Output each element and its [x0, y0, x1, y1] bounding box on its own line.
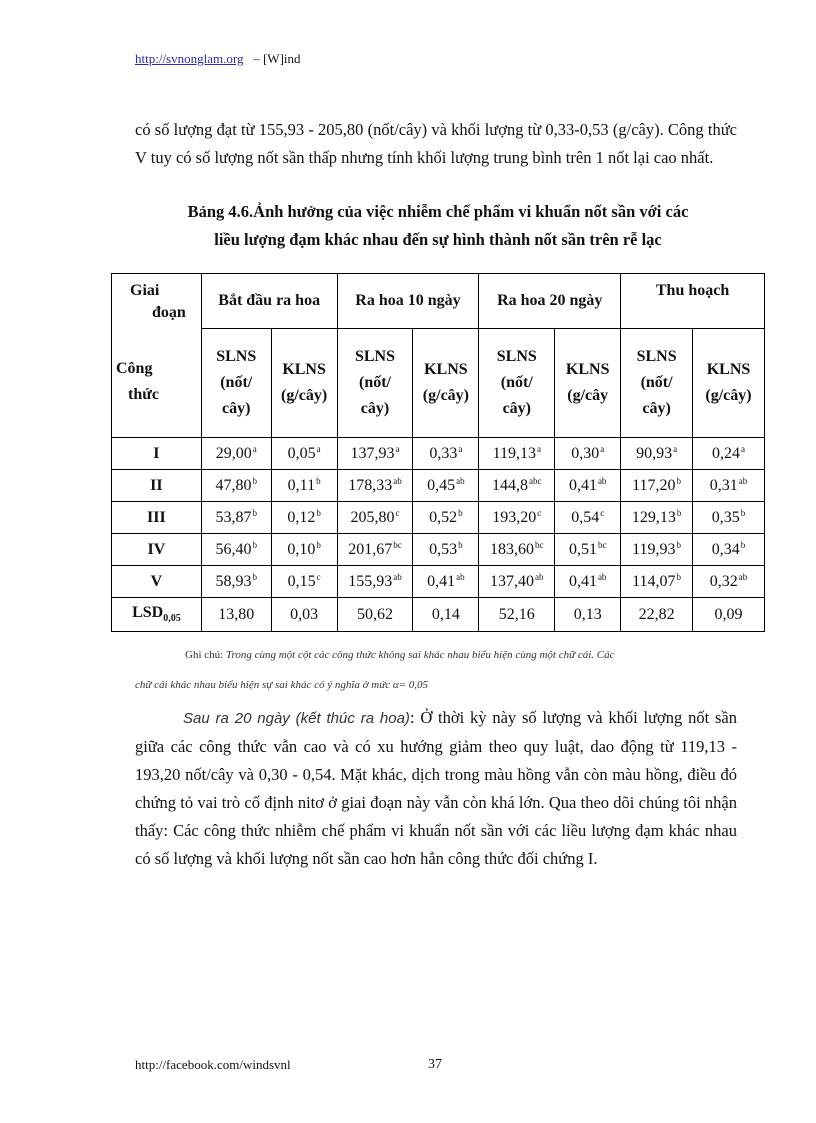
cell-value: 0,10 — [287, 541, 316, 558]
cell-value: 0,41 — [427, 573, 456, 590]
cell-significance: a — [316, 444, 321, 454]
table-cell — [621, 534, 693, 566]
metric-header-unit2: cây) — [222, 400, 251, 417]
table-cell — [693, 470, 765, 502]
cell-value: 90,93 — [636, 445, 673, 462]
metric-header-unit1: (nốt/ — [640, 374, 673, 391]
table-cell — [621, 502, 693, 534]
metric-header-name: SLNS — [636, 348, 677, 365]
cell-value: 0,53 — [429, 541, 458, 558]
footnote — [185, 640, 755, 670]
row-label: I — [112, 438, 202, 470]
cell-value: 0,54 — [571, 509, 600, 526]
stage-header: Bắt đầu ra hoa — [201, 274, 337, 329]
row-label: V — [112, 566, 202, 598]
table-cell — [555, 470, 621, 502]
corner-giai-1: Giai — [130, 282, 160, 299]
metric-header-name: SLNS — [354, 348, 396, 365]
table-cell — [271, 566, 337, 598]
header-suffix: – [W]ind — [243, 51, 301, 66]
cell-value: 193,20 — [492, 509, 537, 526]
page-number: 37 — [428, 1057, 442, 1072]
cell-value: 0,24 — [712, 445, 741, 462]
table-cell — [621, 566, 693, 598]
lsd-value: 0,03 — [271, 598, 337, 632]
cell-value: 0,35 — [711, 509, 740, 526]
cell-value: 0,31 — [709, 477, 738, 494]
metric-header — [201, 329, 271, 438]
cell-value: 29,00 — [215, 445, 252, 462]
lsd-value: 13,80 — [201, 598, 271, 632]
table-cell — [201, 438, 271, 470]
metric-header-unit1: (nốt/ — [359, 374, 391, 391]
cell-significance: b — [458, 508, 463, 518]
cell-value: 201,67 — [348, 541, 393, 558]
cell-significance: b — [252, 508, 257, 518]
lsd-row — [112, 598, 765, 632]
cell-significance: ab — [597, 572, 607, 582]
cell-significance: bc — [535, 540, 544, 550]
cell-significance: c — [395, 508, 400, 518]
table-cell — [337, 534, 413, 566]
cell-value: 117,20 — [632, 477, 676, 494]
cell-significance: b — [252, 476, 257, 486]
table-cell — [479, 566, 555, 598]
table-cell — [413, 502, 479, 534]
lsd-label-sub: 0,05 — [163, 613, 181, 625]
lsd-value: 0,13 — [555, 598, 621, 632]
metric-header — [479, 329, 555, 438]
cell-value: 0,51 — [568, 541, 597, 558]
cell-significance: ab — [456, 476, 465, 486]
footnote-label: Ghi chú: — [185, 649, 226, 661]
corner-header-cell — [112, 274, 202, 438]
cell-value: 0,15 — [287, 573, 316, 590]
cell-significance: abc — [529, 476, 542, 486]
cell-significance: a — [673, 444, 678, 454]
row-label: III — [112, 502, 202, 534]
cell-value: 0,12 — [287, 509, 316, 526]
metric-header-name: SLNS — [216, 348, 257, 365]
table-cell — [413, 566, 479, 598]
table-cell — [555, 566, 621, 598]
cell-significance: ab — [393, 476, 402, 486]
cell-significance: b — [252, 540, 257, 550]
lsd-value: 50,62 — [337, 598, 413, 632]
footnote-text-1: Trong cùng một cột các công thức không sai khác nhau biểu hiện cùng một chữ cái. Các — [225, 649, 615, 661]
table-cell — [201, 502, 271, 534]
metric-header-unit2: cây) — [642, 400, 671, 417]
caption-line-1: Bảng 4.6.Ảnh hưởng của việc nhiễm chế phẩm vi khuẩn nốt sần với các — [187, 202, 689, 221]
stage-header: Thu hoạch — [621, 274, 765, 329]
cell-significance: a — [252, 444, 257, 454]
lsd-label — [112, 598, 202, 632]
cell-significance: b — [740, 508, 746, 518]
table-row — [112, 566, 765, 598]
footnote-continued — [135, 670, 745, 700]
cell-value: 205,80 — [350, 509, 395, 526]
cell-value: 119,93 — [632, 541, 676, 558]
cell-value: 0,32 — [709, 573, 738, 590]
table-cell — [693, 502, 765, 534]
table-row — [112, 470, 765, 502]
cell-value: 0,52 — [429, 509, 458, 526]
paragraph-body: : Ở thời kỳ này số lượng và khối lượng nốt sần giữa các công thức vẫn cao và có xu hướng giảm theo quy luật, dao động từ 119,13 - 193,20 nốt/cây và 0,30 - 0,54. Mặt khác, dịch trong màu hồng vẫn còn màu hồng, điều đó chứng tỏ vai trò cố định nitơ ở giai đoạn này vẫn còn khá lớn. Qua theo dõi chúng tôi nhận thấy: Các công thức nhiễm chế phẩm vi khuẩn nốt sần với các liều lượng đạm khác nhau có số lượng và khối lượng nốt sần cao hơn hẳn công thức đối chứng I. — [135, 708, 737, 868]
metric-header-unit1: (nốt/ — [500, 374, 533, 391]
metric-header-unit1: (g/cây — [567, 387, 609, 404]
cell-significance: ab — [597, 476, 607, 486]
corner-cong-1: Công — [116, 360, 153, 377]
row-label: II — [112, 470, 202, 502]
table-caption — [110, 198, 766, 254]
cell-significance: a — [537, 444, 541, 454]
cell-significance: b — [316, 476, 321, 486]
metric-header — [413, 329, 479, 438]
metric-header-name: KLNS — [706, 361, 751, 378]
cell-value: 0,33 — [429, 445, 458, 462]
cell-significance: ab — [535, 572, 544, 582]
table-cell — [337, 470, 413, 502]
row-label: IV — [112, 534, 202, 566]
footer-link[interactable]: http://facebook.com/windsvnl — [135, 1057, 291, 1072]
cell-significance: b — [740, 540, 746, 550]
page-header — [135, 51, 301, 67]
table-cell — [413, 534, 479, 566]
cell-value: 0,05 — [287, 445, 316, 462]
cell-value: 0,41 — [568, 477, 597, 494]
cell-significance: b — [316, 508, 321, 518]
table-cell — [337, 502, 413, 534]
cell-value: 0,11 — [287, 477, 316, 494]
cell-significance: c — [316, 572, 321, 582]
metric-header-unit1: (g/cây) — [281, 387, 328, 404]
table-cell — [271, 470, 337, 502]
metric-header — [555, 329, 621, 438]
cell-value: 183,60 — [490, 541, 535, 558]
lsd-value: 22,82 — [621, 598, 693, 632]
table-row — [112, 438, 765, 470]
table-cell — [201, 566, 271, 598]
cell-significance: bc — [393, 540, 402, 550]
table-cell — [201, 534, 271, 566]
cell-value: 53,87 — [215, 509, 252, 526]
table-cell — [621, 438, 693, 470]
table-cell — [337, 438, 413, 470]
table-cell — [271, 534, 337, 566]
cell-value: 137,40 — [490, 573, 535, 590]
table-cell — [201, 470, 271, 502]
cell-value: 0,45 — [427, 477, 456, 494]
cell-significance: ab — [738, 476, 748, 486]
cell-significance: bc — [597, 540, 607, 550]
cell-significance: b — [316, 540, 321, 550]
table-cell — [271, 502, 337, 534]
table-cell — [693, 534, 765, 566]
cell-significance: ab — [456, 572, 465, 582]
cell-value: 178,33 — [348, 477, 393, 494]
metric-header-unit2: cây) — [360, 400, 390, 417]
metric-header-unit1: (g/cây) — [422, 387, 469, 404]
corner-giai-2: đoạn — [152, 304, 186, 321]
table-cell — [479, 502, 555, 534]
metric-header-name: KLNS — [282, 361, 326, 378]
cell-significance: a — [741, 444, 746, 454]
lsd-value: 52,16 — [479, 598, 555, 632]
cell-value: 0,30 — [571, 445, 600, 462]
stage-header-row — [112, 274, 765, 329]
metric-header — [337, 329, 413, 438]
footnote-text-2: chữ cái khác nhau biểu hiện sự sai khác có ý nghĩa ở mức α= 0,05 — [135, 679, 429, 691]
cell-value: 0,34 — [711, 541, 740, 558]
table-cell — [413, 470, 479, 502]
caption-line-2: liều lượng đạm khác nhau đến sự hình thành nốt sần trên rễ lạc — [214, 230, 662, 249]
cell-significance: b — [458, 540, 463, 550]
metric-header — [621, 329, 693, 438]
cell-value: 155,93 — [348, 573, 393, 590]
cell-value: 129,13 — [631, 509, 676, 526]
table-cell — [693, 566, 765, 598]
cell-significance: b — [252, 572, 257, 582]
table-cell — [337, 566, 413, 598]
header-link[interactable]: http://svnonglam.org — [135, 51, 244, 66]
metric-header-name: SLNS — [496, 348, 537, 365]
body-paragraph — [135, 704, 737, 873]
cell-significance: a — [600, 444, 605, 454]
table-cell — [693, 438, 765, 470]
cell-significance: ab — [738, 572, 748, 582]
lsd-value: 0,14 — [413, 598, 479, 632]
table-cell — [621, 470, 693, 502]
stage-header: Ra hoa 20 ngày — [479, 274, 621, 329]
lsd-value: 0,09 — [693, 598, 765, 632]
metric-header-name: KLNS — [424, 361, 468, 378]
table-cell — [555, 502, 621, 534]
table-cell — [479, 438, 555, 470]
metric-header-unit1: (nốt/ — [220, 374, 253, 391]
cell-significance: ab — [393, 572, 402, 582]
cell-significance: a — [458, 444, 463, 454]
cell-significance: b — [676, 508, 682, 518]
cell-significance: c — [600, 508, 605, 518]
cell-significance: a — [395, 444, 400, 454]
nodule-table — [111, 273, 765, 632]
metric-header — [271, 329, 337, 438]
cell-significance: c — [537, 508, 542, 518]
table-cell — [555, 438, 621, 470]
table-cell — [555, 534, 621, 566]
metric-header-name: KLNS — [565, 361, 610, 378]
metric-header-unit1: (g/cây) — [705, 387, 752, 404]
intro-paragraph: có số lượng đạt từ 155,93 - 205,80 (nốt/cây) và khối lượng từ 0,33-0,53 (g/cây). Công thức V tuy có số lượng nốt sần thấp nhưng tính khối lượng trung bình trên 1 nốt lại cao nhất. — [135, 120, 737, 167]
table-cell — [413, 438, 479, 470]
cell-significance: b — [676, 572, 682, 582]
metric-header-unit2: cây) — [502, 400, 532, 417]
cell-significance: b — [676, 540, 682, 550]
cell-significance: b — [676, 476, 682, 486]
table-row — [112, 534, 765, 566]
cell-value: 56,40 — [215, 541, 252, 558]
metric-header-row — [112, 329, 765, 438]
cell-value: 114,07 — [632, 573, 676, 590]
table-cell — [479, 534, 555, 566]
cell-value: 119,13 — [492, 445, 536, 462]
stage-header: Ra hoa 10 ngày — [337, 274, 479, 329]
table-cell — [479, 470, 555, 502]
paragraph-lead: Sau ra 20 ngày (kết thúc ra hoa) — [183, 710, 410, 727]
table-cell — [271, 438, 337, 470]
corner-cong-2: thức — [128, 386, 159, 403]
metric-header — [693, 329, 765, 438]
cell-value: 58,93 — [215, 573, 252, 590]
cell-value: 144,8 — [492, 477, 529, 494]
cell-value: 137,93 — [350, 445, 395, 462]
cell-value: 0,41 — [568, 573, 597, 590]
cell-value: 47,80 — [215, 477, 252, 494]
table-row — [112, 502, 765, 534]
lsd-label-main: LSD — [132, 604, 164, 622]
